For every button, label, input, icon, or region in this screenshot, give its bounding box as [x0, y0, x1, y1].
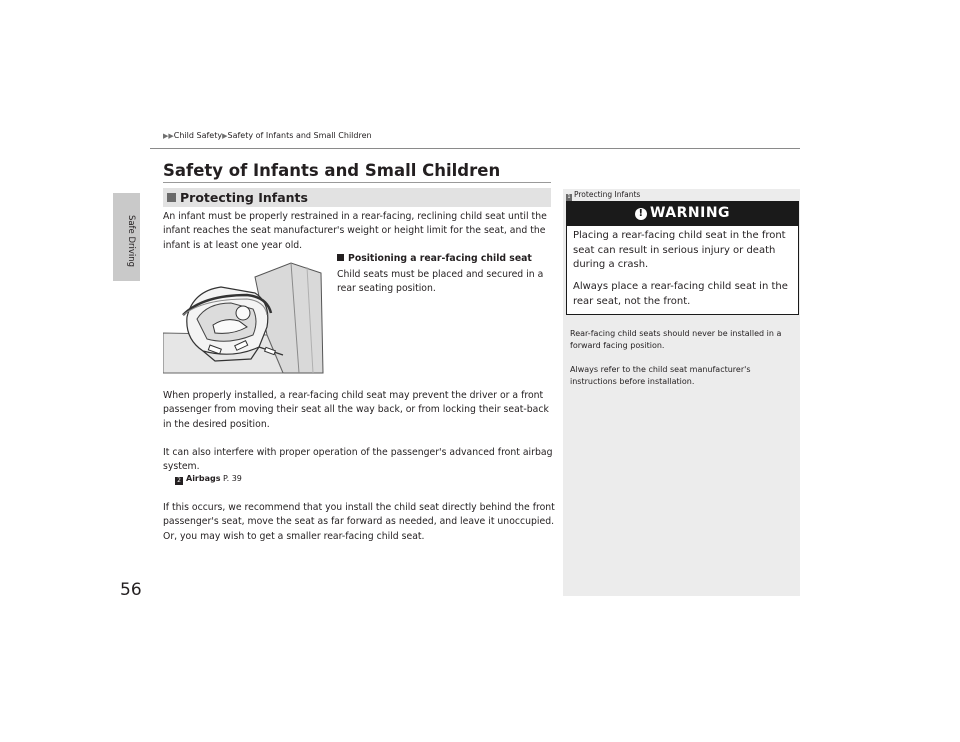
breadcrumb-item-child-safety[interactable]: Child Safety — [173, 131, 223, 140]
note-number-icon: 1 — [567, 194, 571, 200]
warning-line-1: Placing a rear-facing child seat in the front seat can result in serious injury or death during a crash. — [573, 230, 786, 270]
note-forward-facing: Rear-facing child seats should never be installed in a forward facing position. — [570, 329, 782, 350]
paragraph-airbag-interference: It can also interfere with proper operation of the passenger's advanced front airbag system. — [163, 447, 553, 473]
intro-paragraph: An infant must be properly restrained in a rear-facing, reclining child seat until the infant reaches the seat manufacturer's weight or height limit for the seat, and the infant is at least one year old. — [163, 211, 547, 251]
section-heading-text: Protecting Infants — [180, 190, 308, 205]
section-heading — [167, 190, 308, 205]
square-bullet-icon — [167, 193, 176, 202]
warning-title-text: WARNING — [649, 205, 731, 221]
subsection-text: Child seats must be placed and secured in a rear seating position. — [337, 269, 544, 295]
side-note-label-text: Protecting Infants — [574, 190, 641, 199]
right-triangle-icon: ▶ — [222, 132, 228, 140]
rear-facing-child-seat-illustration — [163, 255, 325, 375]
subsection-heading — [337, 253, 532, 264]
page-number: 56 — [120, 580, 142, 600]
chapter-label: Safe Driving — [126, 214, 136, 268]
warning-line-2: Always place a rear-facing child seat in the rear seat, not the front. — [573, 281, 788, 307]
xref-page: P. 39 — [223, 474, 242, 483]
paragraph-recommendation: If this occurs, we recommend that you install the child seat directly behind the front passenger's seat, move the seat as far forward as needed, and leave it unoccupied. Or, you may wish to get a smaller rear-facing child seat. — [163, 502, 555, 542]
square-bullet-icon — [337, 254, 344, 261]
warning-triangle-icon: ! — [635, 208, 647, 220]
airbags-cross-reference[interactable] — [175, 474, 242, 485]
paragraph-seat-interference: When properly installed, a rear-facing child seat may prevent the driver or a front passenger from moving their seat all the way back, or from locking their seat-back in the desired position. — [163, 390, 549, 430]
double-right-triangle-icon: ▶▶ — [163, 132, 174, 140]
subsection-heading-text: Positioning a rear-facing child seat — [348, 253, 532, 264]
breadcrumb-item-current: Safety of Infants and Small Children — [227, 131, 372, 140]
side-note-label — [566, 190, 640, 201]
note-manufacturer-instructions: Always refer to the child seat manufacturer's instructions before installation. — [570, 365, 751, 386]
title-rule — [163, 182, 551, 183]
page-title: Safety of Infants and Small Children — [163, 161, 501, 180]
header-rule — [150, 148, 800, 149]
breadcrumb — [163, 131, 372, 140]
warning-title — [566, 205, 799, 221]
reference-arrow-icon: 2 — [175, 477, 183, 485]
child-seat-drawing — [163, 255, 325, 375]
xref-label: Airbags — [186, 474, 221, 483]
